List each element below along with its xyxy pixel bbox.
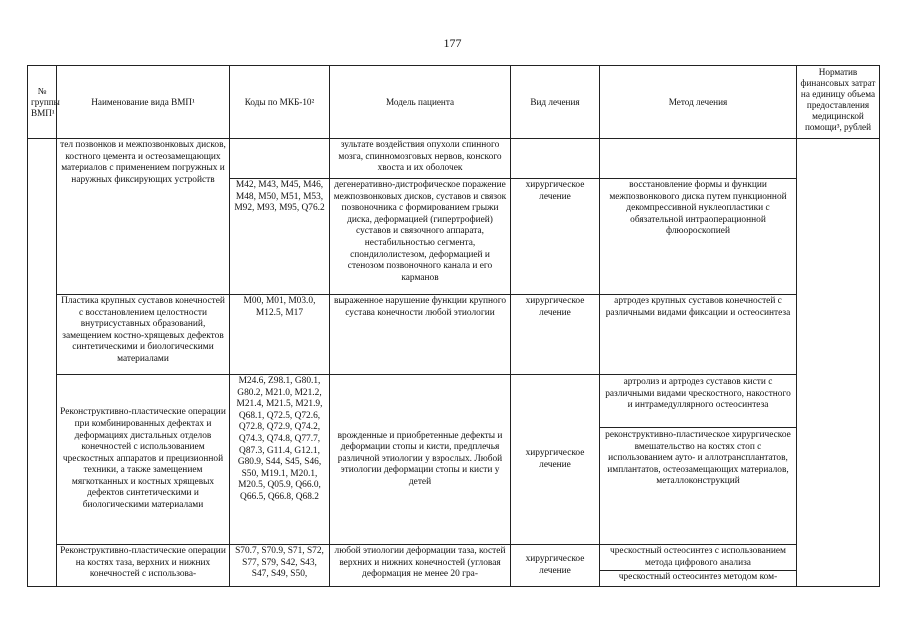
method-cell: артролиз и артродез суставов кисти с различными видами чрескостного, накостного и интрамедуллярного остеосинтеза	[600, 375, 796, 428]
model-cell: выраженное нарушение функции крупного сустава конечности любой этиологии	[330, 295, 511, 375]
method-cell: реконструктивно-пластическое хирургическое вмешательство на костях стоп с использованием ауто- и аллотрансплантатов, имплантатов, остеозамещающих материалов, металлоконструкций	[605, 430, 791, 487]
vmp-table	[27, 65, 880, 587]
codes-cell: M42, M43, M45, M46, M48, M50, M51, M53, M92, M93, M95, Q76.2	[230, 179, 330, 295]
method-cell: чрескостный остеосинтез методом ком-	[618, 572, 778, 583]
method-cell: чрескостный остеосинтез с использованием метода цифрового анализа	[600, 545, 796, 571]
treatment-type-cell: хирургическое лечение	[511, 545, 600, 587]
table-row	[28, 295, 880, 375]
codes-cell	[230, 139, 330, 179]
vmp-name-cell: Реконструктивно-пластические операции на костях таза, верхних и нижних конечностей с использова-	[57, 545, 230, 587]
header-model: Модель пациента	[330, 66, 511, 139]
group-cell	[28, 139, 57, 587]
model-cell: врожденные и приобретенные дефекты и деформации стопы и кисти, предплечья различной этиологии у взрослых. Любой этиологии деформации стопы и кисти у детей	[330, 375, 511, 545]
method-cell: восстановление формы и функции межпозвонкового диска путем пункционной декомпрессивной нуклеопластики с обязательной интраоперационной флюороскопией	[600, 179, 797, 295]
model-cell: любой этиологии деформации таза, костей верхних и нижних конечностей (угловая деформация не менее 20 гра-	[330, 545, 511, 587]
header-row	[28, 66, 880, 139]
table-row	[28, 139, 880, 179]
model-cell: зультате воздействия опухоли спинного мозга, спинномозговых нервов, конского хвоста и их оболочек	[330, 139, 511, 179]
method-split-cell	[600, 545, 797, 587]
treatment-type-cell	[511, 139, 600, 179]
treatment-type-cell: хирургическое лечение	[511, 179, 600, 295]
norm-cell	[797, 139, 880, 587]
vmp-name-cell: Реконструктивно-пластические операции при комбинированных дефектах и деформациях дистальных отделов конечностей с использованием чрескостных аппаратов и прецизионной техники, а также замещением мягкотканных и костных хрящевых дефектов синтетическими и биологическими материалами	[57, 375, 230, 545]
page-number: 177	[443, 36, 462, 50]
header-norm: Норматив финансовых затрат на единицу объема предоставления медицинской помощи³, рублей	[797, 66, 880, 139]
table-row	[28, 375, 880, 545]
vmp-name-cell: тел позвонков и межпозвонковых дисков, костного цемента и остеозамещающих материалов с применением погружных и наружных фиксирующих устройств	[57, 139, 230, 295]
header-method: Метод лечения	[600, 66, 797, 139]
header-group: № группы ВМП¹	[28, 66, 57, 139]
header-codes: Коды по МКБ-10²	[230, 66, 330, 139]
table-row	[28, 545, 880, 587]
codes-cell: M00, M01, M03.0, M12.5, M17	[230, 295, 330, 375]
method-cell	[600, 139, 797, 179]
method-cell: артродез крупных суставов конечностей с различными видами фиксации и остеосинтеза	[600, 295, 797, 375]
codes-cell: M24.6, Z98.1, G80.1, G80.2, M21.0, M21.2, M21.4, M21.5, M21.9, Q68.1, Q72.5, Q72.6, Q72.8, Q72.9, Q74.2, Q74.3, Q74.8, Q77.7, Q87.3, G11.4, G12.1, G80.9, S44, S45, S46, S50, M19.1, M20.1, M20.5, Q05.9, Q66.0, Q66.5, Q66.8, Q68.2	[230, 375, 330, 545]
codes-cell: S70.7, S70.9, S71, S72, S77, S79, S42, S43, S47, S49, S50,	[230, 545, 330, 587]
header-treatment-type: Вид лечения	[511, 66, 600, 139]
vmp-name-cell: Пластика крупных суставов конечностей с восстановлением целостности внутрисуставных образований, замещением костно-хрящевых дефектов синтетическими и биологическими материалами	[57, 295, 230, 375]
treatment-type-cell: хирургическое лечение	[511, 375, 600, 545]
model-cell: дегенеративно-дистрофическое поражение межпозвонковых дисков, суставов и связок позвоночника с формированием грыжи диска, деформацией (гипертрофией) суставов и связочного аппарата, нестабильностью сегмента, спондилолистезом, деформацией и стенозом позвоночного канала и его карманов	[330, 179, 511, 295]
header-name: Наименование вида ВМП¹	[57, 66, 230, 139]
method-split-cell	[600, 375, 797, 545]
treatment-type-cell: хирургическое лечение	[511, 295, 600, 375]
